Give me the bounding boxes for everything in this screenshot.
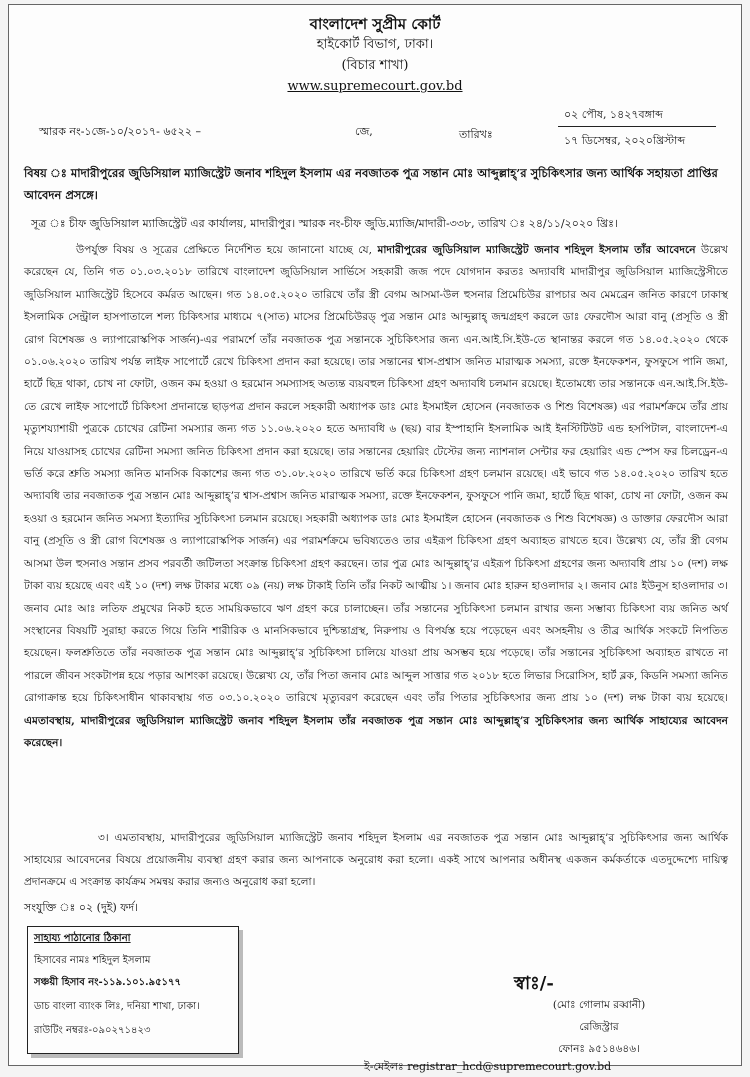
account-name: হিসাবের নামঃ শহিদুল ইসলাম (34, 955, 151, 966)
division-name: হাইকোর্ট বিভাগ, ঢাকা। (316, 37, 434, 52)
account-number: সঞ্চয়ী হিসাব নং-১১৯.১০১.৯৫১৭৭ (34, 977, 182, 988)
body-intro-bold: মাদারীপুরের জুডিসিয়াল ম্যাজিস্ট্রেট জনাব শহিদুল ইসলাম তাঁর আবেদনে (377, 244, 696, 256)
reference-line: সূত্র ঃ চীফ জুডিসিয়াল ম্যাজিস্ট্রেট এর কার্যালয়, মাদারীপুর। স্মারক নং-চীফ জুডি.ম্যাজি/মাদারী-৩৩৮, তারিখ ঃ ২৪/১১/২০২০ খ্রিঃ। (31, 217, 618, 230)
signature-mark: স্বাঃ/- (514, 973, 554, 994)
body-paragraph (24, 239, 728, 754)
attachment-note: সংযুক্তি ঃ ০২ (দুই) ফর্দ। (24, 901, 139, 914)
branch-name: (বিচার শাখা) (341, 58, 409, 73)
request-paragraph: ৩। এমতাবস্থায়, মাদারীপুরের জুডিসিয়াল ম্যাজিস্ট্রেট জনাব শহিদুল ইসলাম এর নবজাতক পুত্র সন্তান মোঃ আব্দুল্লাহ্’র সুচিকিৎসার জন্য আর্থিক সাহায্যের আবেদনের বিষয়ে প্রয়োজনীয় ব্যবস্থা গ্রহণ করার জন্য আপনাকে অনুরোধ করা হলো। একই সাথে আপনার অধীনস্থ একজন কর্মকর্তাকে এতদুদ্দেশ্যে দায়িত্ব প্রদানক্রমে এ সংক্রান্ত কার্যক্রম সমন্বয় করার জন্যও অনুরোধ করা হলো। (24, 832, 728, 888)
court-name: বাংলাদেশ সুপ্রীম কোর্ট (309, 15, 441, 33)
signatory-phone: ফোনঃ ৯৫১৪৬৪৬। (558, 1043, 640, 1055)
signatory-name: (মোঃ গোলাম রব্বানী) (552, 999, 646, 1011)
date-bangla: ০২ পৌষ, ১৪২৭বঙ্গাব্দ (564, 108, 663, 121)
signatory-role: রেজিস্ট্রার (579, 1021, 619, 1033)
subject-line: বিষয় ঃ মাদারীপুরের জুডিসিয়াল ম্যাজিস্ট্রেট জনাব শহিদুল ইসলাম এর নবজাতক পুত্র সন্তান মোঃ আব্দুল্লাহ্’র সুচিকিৎসার জন্য আর্থিক সহায়তা প্রাপ্তির আবেদন প্রসঙ্গে। (24, 166, 718, 202)
signatory-email[interactable]: ই-মেইলঃ registrar_hcd@supremecourt.gov.bd (364, 1060, 612, 1073)
date-label: তারিখঃ (459, 128, 493, 141)
je-text: জে, (355, 125, 373, 138)
bank-name: ডাচ বাংলা ব্যাংক লিঃ, দনিয়া শাখা, ঢাকা। (34, 1001, 200, 1012)
payment-box (27, 926, 239, 1054)
date-divider (558, 126, 716, 127)
body-closing-bold: এমতাবস্থায়, মাদারীপুরের জুডিসিয়াল ম্যাজিস্ট্রেট জনাব শহিদুল ইসলাম তাঁর নবজাতক পুত্র সন্তান মোঃ আব্দুল্লাহ্’র সুচিকিৎসার জন্য আর্থিক সাহায্যের আবেদন করেছেন। (24, 714, 728, 749)
date-english: ১৭ ডিসেম্বর, ২০২০খ্রিস্টাব্দ (564, 134, 686, 147)
memo-number: স্মারক নং-১জে-১০/২০১৭- ৬৫২২ – (39, 125, 201, 138)
document-page (8, 4, 742, 1073)
routing-number: রাউটিং নম্বরঃ-০৯০২৭১৪২৩ (34, 1025, 151, 1036)
payment-box-title: সাহায্য পাঠানোর ঠিকানা (34, 933, 131, 944)
body-intro: উপর্যুক্ত বিষয় ও সূত্রের প্রেক্ষিতে নির্দেশিত হয়ে জানানো যাচ্ছে যে, (76, 244, 378, 256)
body-main: উল্লেখ করেছেন যে, তিনি গত ০১.০৩.২০১৮ তারিখে বাংলাদেশ জুডিসিয়াল সার্ভিসে সহকারী জজ পদে যোগদান করতঃ অদ্যাবধি মাদারীপুর জুডিসিয়াল ম্যাজিস্ট্রেসীতে জুডিসিয়াল ম্যাজিস্ট্রেট হিসেবে কর্মরত আছেন। গত ১৪.০৫.২০২০ তারিখে তাঁর স্ত্রী বেগম আসমা-উল হুসনার প্রিমেচিউর রাপচার অব মেমব্রেন জনিত কারণে ঢাকাস্থ ইসলামিক সেন্ট্রাল হাসপাতালে শল্য চিকিৎসার মাধ্যমে ৭(সাত) মাসের প্রিমেচিউরড্ পুত্র সন্তান মোঃ আব্দুল্লাহ্ জন্মগ্রহণ করলে ডাঃ ফেরদৌস আরা বানু (প্রসূতি ও স্ত্রী রোগ বিশেষজ্ঞ ও ল্যাপারোস্কপিক সার্জন)-এর পরামর্শে তাঁর নবজাতক পুত্র সন্তানকে সুচিকিৎসার জন্য এন.আই.সি.ইউ-তে স্থানান্তর করলে গত ১৪.০৫.২০২০ থেকে ০১.০৬.২০২০ তারিখ পর্যন্ত লাইফ সাপোর্টে রেখে চিকিৎসা প্রদান করা হয়েছে। তার সন্তানের শ্বাস-প্রশ্বাস জনিত মারাত্মক সমস্যা, রক্তে ইনফেকশন, ফুসফুসে পানি জমা, হার্টে ছিদ্র থাকা, চোখ না ফোটা, ওজন কম হওয়া ও হরমোন সমস্যাসহ অত্যন্ত ব্যয়বহুল চিকিৎসা গ্রহণ অদ্যাবধি চলমান রয়েছে। ইতোমধ্যে তার সন্তানকে এন.আই.সি.ইউ-তে রেখে লাইফ সাপোর্টে চিকিৎসা প্রদানান্তে ছাড়পত্র প্রদান করলে সহকারী অধ্যাপক ডাঃ মোঃ ইসমাইল হোসেন (নবজাতক ও শিশু বিশেষজ্ঞ) এর পরামর্শক্রমে তাঁর প্রায় মৃত্যুশয্যাশায়ী পুত্রকে চোখের রেটিনা সমস্যার জন্য গত ১১.০৬.২০২০ হতে অদ্যাবধি ৬ (ছয়) বার ইস্পাহানি ইসলামিক আই ইনস্টিটিউট এন্ড হসপিটাল, বাংলাদেশ-এ নিয়ে যাওয়াসহ চোখের রেটিনা সমস্যা জনিত চিকিৎসা প্রদান করা হয়েছে। তার সন্তানের হেয়ারিং টেস্টের জন্য ন্যাশনাল সেন্টার ফর হেয়ারিং এন্ড স্পেস ফর চিলড্রেন-এ ভর্তি করে শ্রুতি সমস্যা জনিত মানসিক বিকাশের জন্য গত ৩১.০৮.২০২০ তারিখে ভর্তি করে চিকিৎসা গ্রহণ চলমান রয়েছে। এই ভাবে গত ১৪.০৫.২০২০ তারিখ হতে অদ্যাবধি তার নবজাতক পুত্র সন্তান মোঃ আব্দুল্লাহ্’র শ্বাস-প্রশ্বাস জনিত মারাত্মক সমস্যা, রক্তে ইনফেকশন, ফুসফুসে পানি জমা, হার্টে ছিদ্র থাকা, চোখ না ফোটা, ওজন কম হওয়া ও হরমোন জনিত সমস্যা ইত্যাদির সুচিকিৎসা চলমান রয়েছে। সহকারী অধ্যাপক ডাঃ মোঃ ইসমাইল হোসেন (নবজাতক ও শিশু বিশেষজ্ঞ) ও ডাক্তার ফেরদৌস আরা বানু (প্রসূতি ও স্ত্রী রোগ বিশেষজ্ঞ ও ল্যাপারোস্কপিক সার্জন) এর পরামর্শক্রমে ভবিষ্যতেও তার এইরূপ চিকিৎসা গ্রহণ অব্যাহত রাখতে হবে। উল্লেখ্য যে, তাঁর স্ত্রী বেগম আসমা উল হুসনাও সন্তান প্রসব পরবর্তী জটিলতা সংক্রান্ত চিকিৎসা গ্রহণ করছেন। তার পুত্র মোঃ আব্দুল্লাহ্’র এইরূপ চিকিৎসা গ্রহণের জন্য অদ্যাবধি প্রায় ১০ (দশ) লক্ষ টাকা ব্যয় হয়েছে এবং এই ১০ (দশ) লক্ষ টাকার মধ্যে ০৯ (নয়) লক্ষ টাকাই তিনি তাঁর নিকট আত্মীয় ১। জনাব মোঃ হারুন হাওলাদার ২। জনাব মোঃ ইউনুস হাওলাদার ৩। জনাব মোঃ আঃ লতিফ প্রমুখের নিকট হতে সাময়িকভাবে ঋণ গ্রহণ করে চালাচ্ছেন। তাঁর সন্তানের সুচিকিৎসা চলমান রাখার জন্য সম্ভাব্য চিকিৎসা ব্যয় জনিত অর্থ সংস্থানের বিষয়টি সুরাহা করতে গিয়ে তিনি শারীরিক ও মানসিকভাবে দুশ্চিন্তাগ্রস্থ, নিরুপায় ও বিপর্যস্ত হয়ে পড়েছেন এবং অসহনীয় ও তীব্র আর্থিক সংকটে নিপতিত হয়েছেন। ফলশ্রুতিতে তাঁর নবজাতক পুত্র সন্তান মোঃ আব্দুল্লাহ্’র সুচিকিৎসা চালিয়ে যাওয়া প্রায় অসম্ভব হয়ে পড়েছে। তাঁর সন্তানের সুচিকিৎসা অব্যাহত রাখতে না পারলে জীবন সংকটাপন্ন হয়ে পড়ার আশংকা রয়েছে। উল্লেখ্য যে, তাঁর পিতা জনাব মোঃ আব্দুল সাত্তার গত ২০১৮ হতে লিভার সিরোসিস, হার্ট ব্লক, কিডনি সমস্যা জনিত রোগাক্রান্ত হয়ে চিকিৎসাধীন থাকাবস্থায় গত ০৩.১০.২০২০ তারিখে মৃত্যুবরণ করেছেন এবং তাঁর পিতার সুচিকিৎসার জন্য প্রায় ১০ (দশ) লক্ষ টাকা ব্যয় হয়েছে। (24, 244, 728, 705)
website-link[interactable]: www.supremecourt.gov.bd (287, 79, 463, 94)
